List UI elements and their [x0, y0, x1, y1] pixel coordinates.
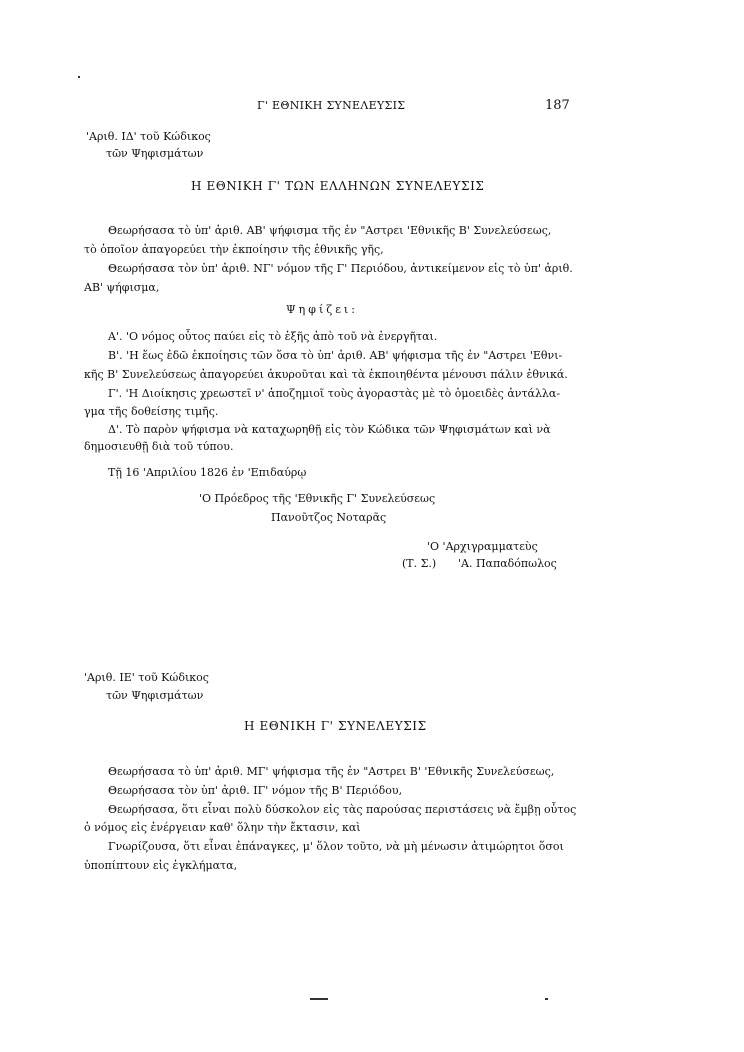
decree2-ref-line2: τῶν Ψηφισμάτων: [106, 689, 204, 702]
scan-mark: [545, 998, 548, 1000]
scan-mark: [78, 76, 80, 78]
decree1-article: κῆς Β' Συνελεύσεως ἀπαγορεύει ἀκυροῦται καὶ τὰ ἐκποιηθέντα μένουσι πάλιν ἐθνικά.: [84, 368, 568, 381]
decree1-article: γμα τῆς δοθείσης τιμῆς.: [84, 405, 219, 418]
decree1-article: Α'. 'Ο νόμος οὗτος παύει εἰς τὸ ἑξῆς ἀπὸ τοῦ νὰ ἐνεργῆται.: [108, 330, 438, 343]
decree1-article: Γ'. 'Η Διοίκησις χρεωστεῖ ν' ἀποζημιοῖ τοὺς ἀγοραστὰς μὲ τὸ ὁμοειδὲς ἀντάλλα-: [108, 387, 561, 400]
decree1-secretary-name: 'Α. Παπαδόπωλος: [458, 557, 557, 570]
decree1-line: τὸ ὁποῖον ἀπαγορεύει τὴν ἐκποίησιν τῆς ἐθνικῆς γῆς,: [84, 243, 384, 256]
decree1-article: Δ'. Τὸ παρὸν ψήφισμα νὰ καταχωρηθῇ εἰς τὸν Κώδικα τῶν Ψηφισμάτων καὶ νὰ: [108, 423, 551, 436]
decree1-line: Θεωρήσασα τὸν ὑπ' ἀριθ. ΝΓ' νόμον τῆς Γ' Περιόδου, ἀντικείμενον εἰς τὸ ὑπ' ἀριθ.: [108, 262, 573, 275]
decree1-ref-line1: 'Αριθ. ΙΔ' τοῦ Κώδικος: [86, 130, 211, 143]
running-title: Γ' ΕΘΝΙΚΗ ΣΥΝΕΛΕΥΣΙΣ: [257, 99, 406, 112]
decree2-line: Γνωρίζουσα, ὅτι εἶναι ἐπάναγκες, μ' ὅλον τοῦτο, νὰ μὴ μένωσιν ἀτιμώρητοι ὅσοι: [108, 840, 564, 853]
decree2-line: Θεωρήσασα τὸ ὑπ' ἀριθ. ΜΓ' ψήφισμα τῆς ἐν "Αστρει Β' 'Εθνικῆς Συνελεύσεως,: [108, 765, 555, 778]
decree2-line: Θεωρήσασα τὸν ὑπ' ἀριθ. ΙΓ' νόμον τῆς Β' Περιόδου,: [108, 784, 403, 797]
decree1-article: Β'. 'Η ἕως ἐδῶ ἐκποίησις τῶν ὅσα τὸ ὑπ' ἀριθ. ΑΒ' ψήφισμα τῆς ἐν "Αστρει 'Εθνι-: [108, 349, 563, 362]
decree1-line: ΑΒ' ψήφισμα,: [84, 281, 160, 294]
decree2-ref-line1: 'Αριθ. ΙΕ' τοῦ Κώδικος: [84, 671, 209, 684]
decree1-president-title: 'Ο Πρόεδρος τῆς 'Εθνικῆς Γ' Συνελεύσεως: [199, 492, 436, 505]
scan-mark: [310, 998, 328, 1000]
decree1-ref-line2: τῶν Ψηφισμάτων: [106, 147, 204, 160]
decree2-title: Η ΕΘΝΙΚΗ Γ' ΣΥΝΕΛΕΥΣΙΣ: [244, 719, 427, 733]
decree2-line: Θεωρήσασα, ὅτι εἶναι πολὺ δύσκολον εἰς τὰς παρούσας περιστάσεις νὰ ἔμβῃ οὗτος: [108, 803, 577, 816]
decree1-title: Η ΕΘΝΙΚΗ Γ' ΤΩΝ ΕΛΛΗΝΩΝ ΣΥΝΕΛΕΥΣΙΣ: [191, 179, 485, 193]
decree1-article: δημοσιευθῇ διὰ τοῦ τύπου.: [84, 440, 234, 453]
decree2-line: ὑποπίπτουν εἰς ἐγκλήματα,: [84, 859, 238, 872]
decree1-line: Θεωρήσασα τὸ ὑπ' ἀριθ. ΑΒ' ψήφισμα τῆς ἐν "Αστρει 'Εθνικῆς Β' Συνελεύσεως,: [108, 224, 552, 237]
page-number: 187: [545, 98, 570, 113]
decree1-seal: (Τ. Σ.): [402, 557, 437, 570]
decree1-date-place: Τῇ 16 'Απριλίου 1826 ἐν 'Επιδαύρῳ: [108, 466, 307, 479]
decree1-secretary-title: 'Ο 'Αρχιγραμματεὺς: [427, 540, 538, 553]
decree1-resolves: Ψηφίζει:: [286, 303, 358, 316]
decree2-line: ὁ νόμος εἰς ἐνέργειαν καθ' ὅλην τὴν ἔκτασιν, καὶ: [84, 821, 361, 834]
decree1-president-name: Πανοῦτζος Νοταρᾶς: [271, 511, 387, 524]
